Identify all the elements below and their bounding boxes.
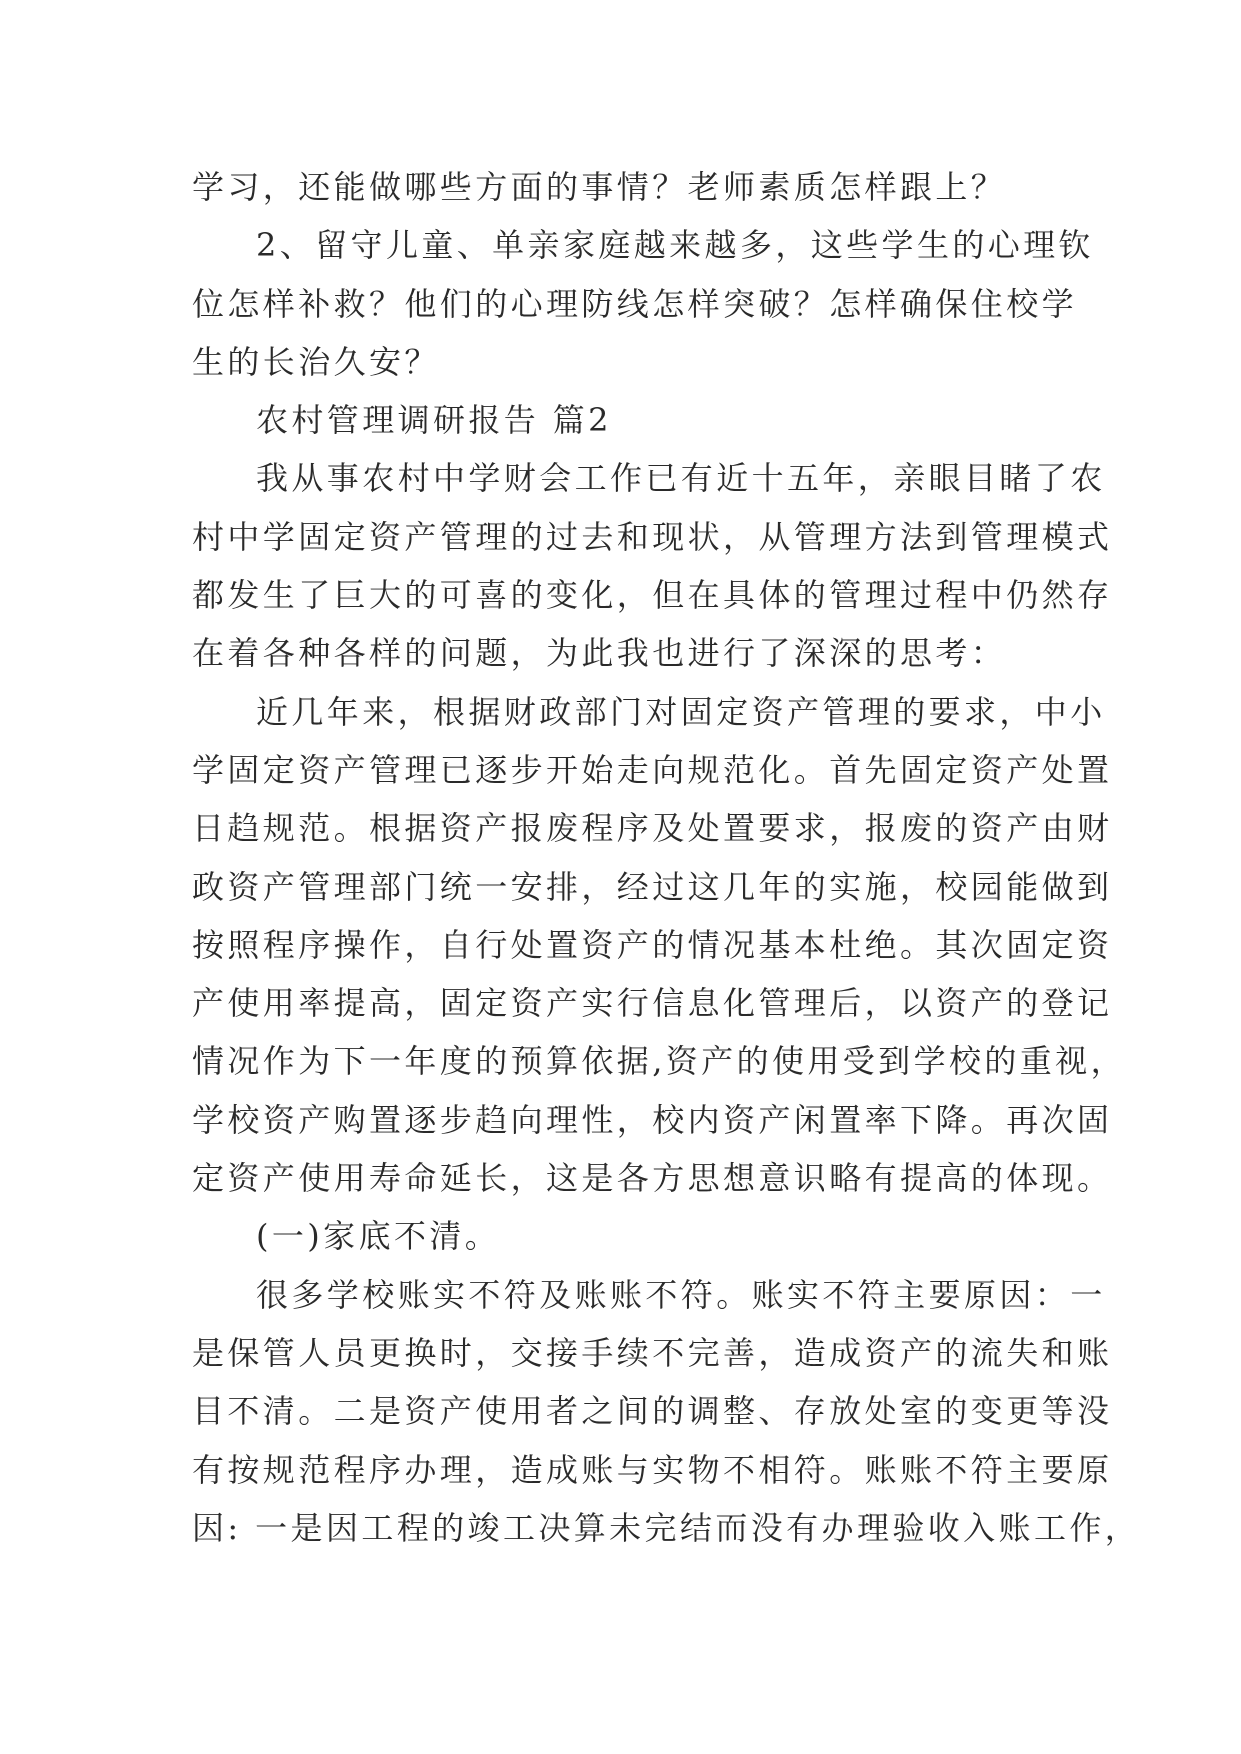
text-line: 产使用率提高，固定资产实行信息化管理后，以资产的登记 <box>192 984 1113 1023</box>
text-line: 有按规范程序办理，造成账与实物不相符。账账不符主要原 <box>192 1450 1113 1489</box>
text-line: 目不清。二是资产使用者之间的调整、存放处室的变更等没 <box>192 1392 1113 1431</box>
text-line: 日趋规范。根据资产报废程序及处置要求，报废的资产由财 <box>192 809 1113 848</box>
text-line: 在着各种各样的问题，为此我也进行了深深的思考： <box>192 634 1007 673</box>
document-body <box>192 158 1141 1557</box>
text-line: 生的长治久安？ <box>192 342 440 381</box>
text-line: 2、留守儿童、单亲家庭越来越多，这些学生的心理钦 <box>256 226 1094 265</box>
text-line: 村中学固定资产管理的过去和现状，从管理方法到管理模式 <box>192 517 1113 556</box>
text-line: 学习，还能做哪些方面的事情？老师素质怎样跟上？ <box>192 168 1007 206</box>
text-line: 位怎样补救？他们的心理防线怎样突破？怎样确保住校学 <box>192 284 1078 323</box>
section-heading: 农村管理调研报告 篇2 <box>256 401 612 440</box>
text-line: 我从事农村中学财会工作已有近十五年，亲眼目睹了农 <box>256 459 1106 498</box>
text-line: 学固定资产管理已逐步开始走向规范化。首先固定资产处置 <box>192 750 1113 789</box>
text-line: 政资产管理部门统一安排，经过这几年的实施，校园能做到 <box>192 867 1113 906</box>
text-line: 定资产使用寿命延长，这是各方思想意识略有提高的体现。 <box>192 1159 1113 1198</box>
text-line: 是保管人员更换时，交接手续不完善，造成资产的流失和账 <box>192 1333 1113 1372</box>
text-line: 近几年来，根据财政部门对固定资产管理的要求，中小 <box>256 692 1106 731</box>
text-line: 很多学校账实不符及账账不符。账实不符主要原因：一 <box>256 1275 1106 1314</box>
text-line: 学校资产购置逐步趋向理性，校内资产闲置率下降。再次固 <box>192 1100 1113 1139</box>
text-line: 按照程序操作，自行处置资产的情况基本杜绝。其次固定资 <box>192 925 1113 964</box>
text-line: 因: 一是因工程的竣工决算未完结而没有办理验收入账工作， <box>192 1508 1141 1547</box>
subsection-heading: (一)家底不清。 <box>256 1217 501 1256</box>
text-line: 情况作为下一年度的预算依据,资产的使用受到学校的重视， <box>192 1042 1126 1081</box>
text-line: 都发生了巨大的可喜的变化，但在具体的管理过程中仍然存 <box>192 576 1113 615</box>
